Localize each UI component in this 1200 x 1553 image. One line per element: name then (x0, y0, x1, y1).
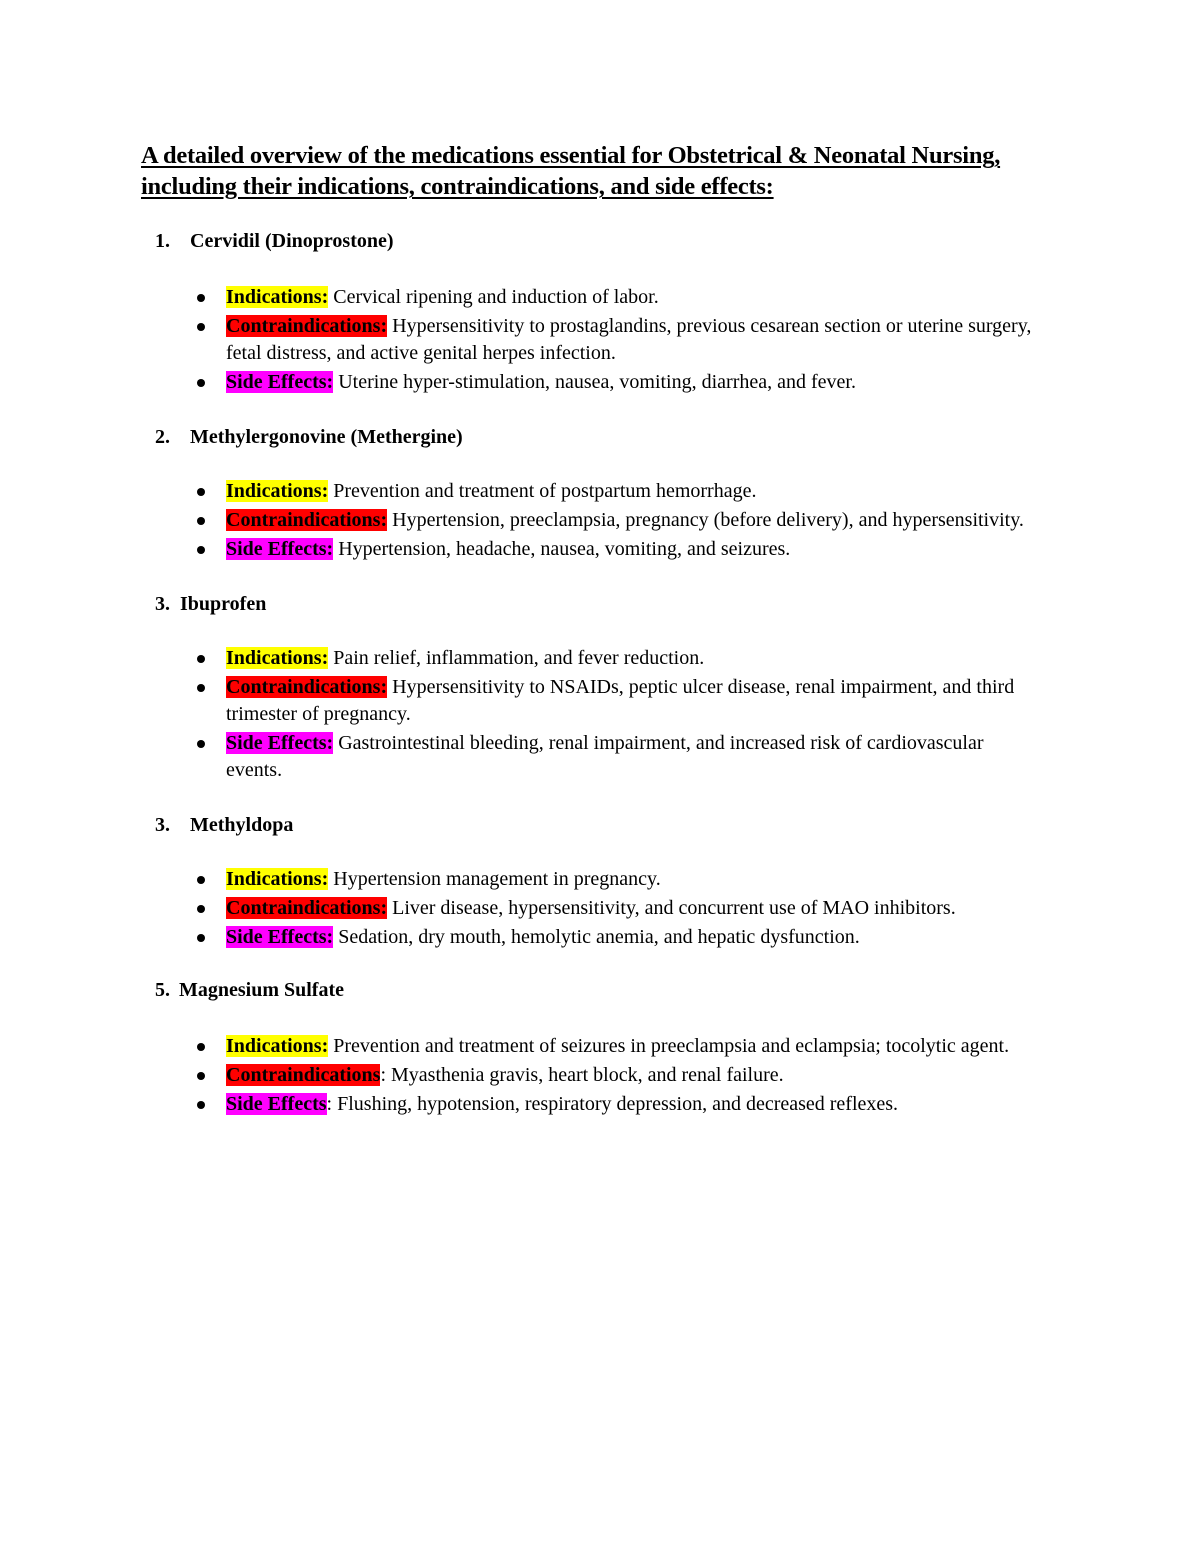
contraindications-item (141, 507, 1041, 534)
medication-number: 3. (155, 593, 170, 615)
medication-number: 2. (155, 426, 170, 448)
document-title: A detailed overview of the medications essential for Obstetrical & Neonatal Nursing, including their indications, contraindications, and side effects: (141, 142, 1001, 200)
medication-name: Methyldopa (190, 814, 294, 836)
indications-label: Indications: (226, 480, 329, 502)
medication-heading (141, 424, 1041, 450)
indications-item (141, 284, 1041, 311)
bullet-icon (197, 934, 205, 942)
medication-details-list (141, 645, 1041, 784)
medication-number: 3. (155, 814, 170, 836)
bullet-icon (197, 876, 205, 884)
medication-heading (141, 591, 1041, 617)
contraindications-item (141, 674, 1041, 728)
medication-name: Cervidil (Dinoprostone) (190, 230, 394, 252)
contraindications-item (141, 895, 1041, 922)
medication-name: Methylergonovine (Methergine) (190, 426, 463, 448)
indications-item (141, 645, 1041, 672)
medication-section (141, 228, 1041, 396)
medication-details-list (141, 866, 1041, 951)
contraindications-item (141, 313, 1041, 367)
indications-item (141, 866, 1041, 893)
medication-number: 1. (155, 230, 170, 252)
bullet-icon (197, 1101, 205, 1109)
side-effects-text: Uterine hyper-stimulation, nausea, vomiting, diarrhea, and fever. (333, 371, 856, 393)
side-effects-item (141, 730, 1041, 784)
indications-text: Prevention and treatment of seizures in preeclampsia and eclampsia; tocolytic agent. (328, 1035, 1010, 1057)
side-effects-text: : Flushing, hypotension, respiratory depression, and decreased reflexes. (326, 1093, 899, 1115)
contraindications-item (141, 1062, 1041, 1089)
contraindications-text: Hypertension, preeclampsia, pregnancy (before delivery), and hypersensitivity. (387, 509, 1024, 531)
medication-section (141, 424, 1041, 563)
side-effects-label: Side Effects: (226, 732, 334, 754)
bullet-icon (197, 546, 205, 554)
contraindications-label: Contraindications: (226, 897, 388, 919)
bullet-icon (197, 488, 205, 496)
bullet-icon (197, 740, 205, 748)
side-effects-item (141, 924, 1041, 951)
indications-label: Indications: (226, 286, 329, 308)
side-effects-label: Side Effects: (226, 538, 334, 560)
medication-heading (141, 228, 1041, 254)
contraindications-label: Contraindications: (226, 509, 388, 531)
side-effects-item (141, 1091, 1041, 1118)
side-effects-item (141, 369, 1041, 396)
bullet-icon (197, 294, 205, 302)
bullet-icon (197, 517, 205, 525)
side-effects-label: Side Effects: (226, 371, 334, 393)
medication-details-list (141, 478, 1041, 563)
medication-name: Magnesium Sulfate (179, 979, 344, 1001)
medication-details-list (141, 1033, 1041, 1118)
side-effects-text: Sedation, dry mouth, hemolytic anemia, and hepatic dysfunction. (333, 926, 860, 948)
bullet-icon (197, 684, 205, 692)
indications-text: Prevention and treatment of postpartum hemorrhage. (328, 480, 757, 502)
side-effects-text: Hypertension, headache, nausea, vomiting, and seizures. (333, 538, 791, 560)
contraindications-text: Liver disease, hypersensitivity, and concurrent use of MAO inhibitors. (387, 897, 956, 919)
bullet-icon (197, 905, 205, 913)
bullet-icon (197, 655, 205, 663)
indications-text: Hypertension management in pregnancy. (328, 868, 661, 890)
bullet-icon (197, 379, 205, 387)
indications-label: Indications: (226, 1035, 329, 1057)
medication-heading (141, 977, 1041, 1003)
bullet-icon (197, 1072, 205, 1080)
contraindications-text: : Myasthenia gravis, heart block, and renal failure. (380, 1064, 784, 1086)
contraindications-text: Hypersensitivity to prostaglandins, previous cesarean section or uterine surgery, fetal distress, and active genital herpes infection. (226, 315, 1032, 364)
indications-text: Pain relief, inflammation, and fever reduction. (328, 647, 705, 669)
medication-number: 5. (155, 979, 170, 1001)
bullet-icon (197, 323, 205, 331)
indications-label: Indications: (226, 647, 329, 669)
medication-name: Ibuprofen (180, 593, 267, 615)
contraindications-label: Contraindications: (226, 676, 388, 698)
medication-section (141, 591, 1041, 784)
medication-section (141, 812, 1041, 951)
side-effects-text: Gastrointestinal bleeding, renal impairment, and increased risk of cardiovascular events. (226, 732, 984, 781)
side-effects-label: Side Effects: (226, 926, 334, 948)
side-effects-item (141, 536, 1041, 563)
medication-heading (141, 812, 1041, 838)
contraindications-label: Contraindications (226, 1064, 381, 1086)
indications-item (141, 478, 1041, 505)
bullet-icon (197, 1043, 205, 1051)
side-effects-label: Side Effects (226, 1093, 327, 1115)
indications-item (141, 1033, 1041, 1060)
medication-details-list (141, 284, 1041, 396)
medication-section (141, 977, 1041, 1118)
contraindications-label: Contraindications: (226, 315, 388, 337)
document-page (141, 140, 1041, 1118)
indications-text: Cervical ripening and induction of labor. (328, 286, 659, 308)
indications-label: Indications: (226, 868, 329, 890)
contraindications-text: Hypersensitivity to NSAIDs, peptic ulcer disease, renal impairment, and third trimester of pregnancy. (226, 676, 1015, 725)
